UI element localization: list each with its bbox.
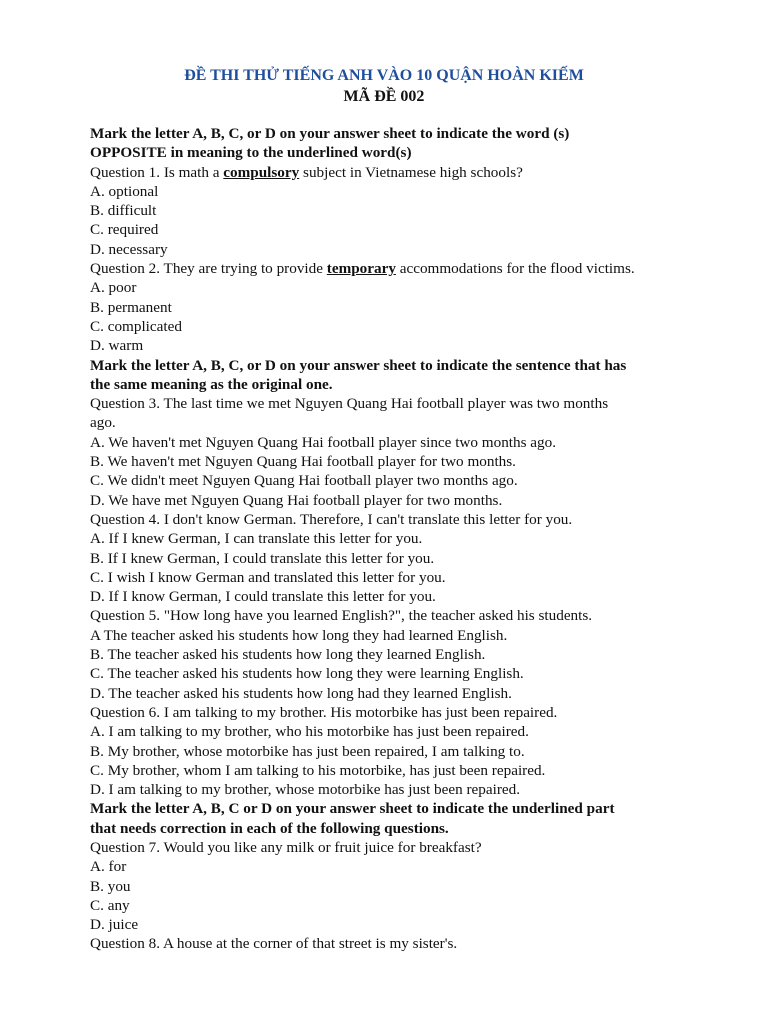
question-5: Question 5. "How long have you learned English?", the teacher asked his students. <box>90 607 593 625</box>
question-2-underlined-word: temporary <box>326 260 396 278</box>
q2-option-d: D. warm <box>90 337 144 355</box>
question-1 <box>90 163 690 182</box>
question-3-line2: ago. <box>90 414 116 432</box>
q7-option-b: B. you <box>90 877 131 895</box>
section3-instruction-line1: Mark the letter A, B, C or D on your answer sheet to indicate the underlined part <box>90 800 615 818</box>
exam-code: MÃ ĐỀ 002 <box>343 88 425 105</box>
q3-option-b: B. We haven't met Nguyen Quang Hai football player for two months. <box>90 453 516 471</box>
question-1-text-end: subject in Vietnamese high schools? <box>299 163 523 181</box>
q6-option-b: B. My brother, whose motorbike has just been repaired, I am talking to. <box>90 742 525 760</box>
section2-instruction-line1: Mark the letter A, B, C, or D on your answer sheet to indicate the sentence that has <box>90 356 627 374</box>
q3-option-c: C. We didn't meet Nguyen Quang Hai football player two months ago. <box>90 472 518 490</box>
q7-option-d: D. juice <box>90 916 139 934</box>
question-2-text-end: accommodations for the flood victims. <box>395 260 635 278</box>
question-6: Question 6. I am talking to my brother. His motorbike has just been repaired. <box>90 703 558 721</box>
question-2 <box>90 259 690 278</box>
q3-option-a: A. We haven't met Nguyen Quang Hai football player since two months ago. <box>90 433 557 451</box>
q6-option-d: D. I am talking to my brother, whose motorbike has just been repaired. <box>90 781 521 799</box>
question-7: Question 7. Would you like any milk or fruit juice for breakfast? <box>90 838 482 856</box>
question-1-text-start: Question 1. Is math a <box>90 163 224 181</box>
question-3-line1: Question 3. The last time we met Nguyen Quang Hai football player was two months <box>90 395 609 413</box>
q1-option-b: B. difficult <box>90 202 157 220</box>
question-1-underlined-word: compulsory <box>223 163 300 181</box>
q5-option-b: B. The teacher asked his students how long they learned English. <box>90 646 486 664</box>
q6-option-a: A. I am talking to my brother, who his motorbike has just been repaired. <box>90 723 529 741</box>
question-2-text-start: Question 2. They are trying to provide <box>90 260 327 278</box>
q1-option-c: C. required <box>90 221 159 239</box>
q7-option-a: A. for <box>90 858 127 876</box>
q6-option-c: C. My brother, whom I am talking to his motorbike, has just been repaired. <box>90 761 546 779</box>
q4-option-a: A. If I knew German, I can translate this letter for you. <box>90 530 423 548</box>
q7-option-c: C. any <box>90 896 130 914</box>
exam-title: ĐỀ THI THỬ TIẾNG ANH VÀO 10 QUẬN HOÀN KIẾM <box>184 67 584 84</box>
q2-option-b: B. permanent <box>90 298 172 316</box>
q4-option-c: C. I wish I know German and translated this letter for you. <box>90 568 446 586</box>
question-8: Question 8. A house at the corner of that street is my sister's. <box>90 935 458 953</box>
q5-option-a: A The teacher asked his students how long they had learned English. <box>90 626 508 644</box>
q5-option-c: C. The teacher asked his students how long they were learning English. <box>90 665 524 683</box>
exam-content <box>90 124 690 954</box>
q1-option-d: D. necessary <box>90 240 168 258</box>
section2-instruction-line2: the same meaning as the original one. <box>90 375 333 393</box>
q5-option-d: D. The teacher asked his students how long had they learned English. <box>90 684 512 702</box>
q4-option-b: B. If I knew German, I could translate this letter for you. <box>90 549 435 567</box>
section1-instruction-line2: OPPOSITE in meaning to the underlined word(s) <box>90 144 412 162</box>
section1-instruction-line1: Mark the letter A, B, C, or D on your answer sheet to indicate the word (s) <box>90 125 570 142</box>
q2-option-c: C. complicated <box>90 317 182 335</box>
q3-option-d: D. We have met Nguyen Quang Hai football player for two months. <box>90 491 503 509</box>
question-4: Question 4. I don't know German. Therefore, I can't translate this letter for you. <box>90 510 573 528</box>
section3-instruction-line2: that needs correction in each of the following questions. <box>90 819 449 837</box>
q1-option-a: A. optional <box>90 182 159 200</box>
q2-option-a: A. poor <box>90 279 137 297</box>
q4-option-d: D. If I know German, I could translate this letter for you. <box>90 588 436 606</box>
